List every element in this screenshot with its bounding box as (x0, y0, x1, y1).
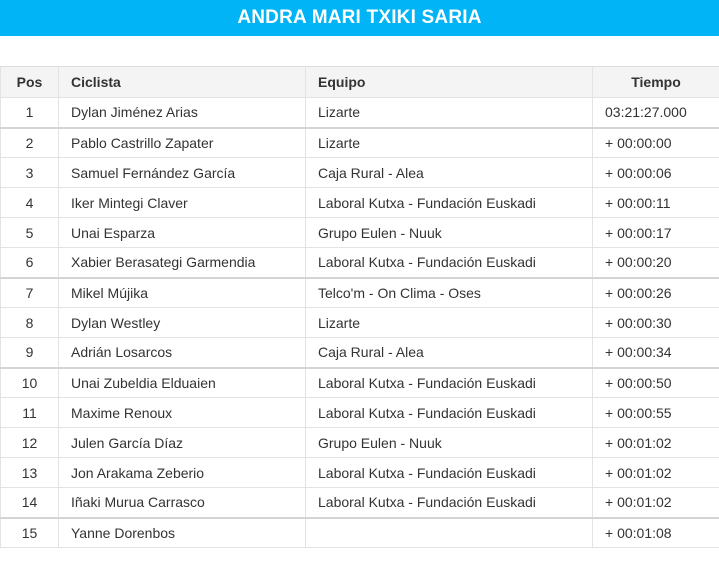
cell-team: Laboral Kutxa - Fundación Euskadi (306, 368, 593, 398)
cell-pos: 10 (1, 368, 59, 398)
cell-time: + 00:01:02 (593, 488, 719, 518)
cell-rider: Samuel Fernández García (59, 158, 306, 188)
table-row (1, 158, 719, 188)
results-table (0, 66, 719, 548)
table-row (1, 398, 719, 428)
cell-time: + 00:00:11 (593, 188, 719, 218)
cell-team: Grupo Eulen - Nuuk (306, 218, 593, 248)
cell-pos: 2 (1, 128, 59, 158)
cell-team: Laboral Kutxa - Fundación Euskadi (306, 488, 593, 518)
table-row (1, 218, 719, 248)
cell-team: Grupo Eulen - Nuuk (306, 428, 593, 458)
cell-time: + 00:00:26 (593, 278, 719, 308)
cell-pos: 9 (1, 338, 59, 368)
table-row (1, 458, 719, 488)
column-header-pos: Pos (1, 67, 59, 98)
cell-rider: Dylan Jiménez Arias (59, 98, 306, 128)
cell-rider: Mikel Mújika (59, 278, 306, 308)
cell-pos: 14 (1, 488, 59, 518)
page-title: ANDRA MARI TXIKI SARIA (0, 0, 719, 36)
cell-time: + 00:01:02 (593, 428, 719, 458)
table-row (1, 368, 719, 398)
column-header-team: Equipo (306, 67, 593, 98)
cell-rider: Adrián Losarcos (59, 338, 306, 368)
cell-rider: Maxime Renoux (59, 398, 306, 428)
table-row (1, 518, 719, 548)
cell-rider: Julen García Díaz (59, 428, 306, 458)
cell-team: Laboral Kutxa - Fundación Euskadi (306, 188, 593, 218)
spacer (0, 36, 719, 66)
table-row (1, 428, 719, 458)
table-row (1, 248, 719, 278)
table-body (1, 98, 719, 548)
cell-pos: 7 (1, 278, 59, 308)
cell-time: + 00:01:02 (593, 458, 719, 488)
cell-pos: 11 (1, 398, 59, 428)
cell-rider: Unai Esparza (59, 218, 306, 248)
cell-rider: Yanne Dorenbos (59, 518, 306, 548)
header-row (1, 67, 719, 98)
cell-time: + 00:00:55 (593, 398, 719, 428)
cell-time: + 00:00:30 (593, 308, 719, 338)
cell-rider: Jon Arakama Zeberio (59, 458, 306, 488)
cell-time: + 00:00:34 (593, 338, 719, 368)
cell-time: + 00:00:50 (593, 368, 719, 398)
cell-pos: 15 (1, 518, 59, 548)
column-header-rider: Ciclista (59, 67, 306, 98)
cell-team (306, 518, 593, 548)
cell-team: Caja Rural - Alea (306, 338, 593, 368)
table-header (1, 67, 719, 98)
cell-pos: 12 (1, 428, 59, 458)
table-row (1, 98, 719, 128)
cell-team: Lizarte (306, 128, 593, 158)
cell-pos: 8 (1, 308, 59, 338)
cell-rider: Pablo Castrillo Zapater (59, 128, 306, 158)
cell-team: Caja Rural - Alea (306, 158, 593, 188)
cell-rider: Unai Zubeldia Elduaien (59, 368, 306, 398)
column-header-time: Tiempo (593, 67, 719, 98)
table-row (1, 188, 719, 218)
cell-rider: Iker Mintegi Claver (59, 188, 306, 218)
cell-team: Laboral Kutxa - Fundación Euskadi (306, 398, 593, 428)
cell-time: + 00:01:08 (593, 518, 719, 548)
cell-pos: 6 (1, 248, 59, 278)
cell-pos: 13 (1, 458, 59, 488)
table-row (1, 338, 719, 368)
cell-rider: Dylan Westley (59, 308, 306, 338)
cell-pos: 1 (1, 98, 59, 128)
table-row (1, 278, 719, 308)
table-row (1, 128, 719, 158)
cell-time: 03:21:27.000 (593, 98, 719, 128)
table-row (1, 308, 719, 338)
cell-pos: 3 (1, 158, 59, 188)
cell-team: Laboral Kutxa - Fundación Euskadi (306, 248, 593, 278)
cell-team: Lizarte (306, 98, 593, 128)
cell-time: + 00:00:20 (593, 248, 719, 278)
cell-team: Laboral Kutxa - Fundación Euskadi (306, 458, 593, 488)
cell-time: + 00:00:17 (593, 218, 719, 248)
table-row (1, 488, 719, 518)
cell-time: + 00:00:06 (593, 158, 719, 188)
cell-rider: Iñaki Murua Carrasco (59, 488, 306, 518)
cell-team: Lizarte (306, 308, 593, 338)
cell-rider: Xabier Berasategi Garmendia (59, 248, 306, 278)
cell-pos: 4 (1, 188, 59, 218)
cell-team: Telco'm - On Clima - Oses (306, 278, 593, 308)
cell-time: + 00:00:00 (593, 128, 719, 158)
cell-pos: 5 (1, 218, 59, 248)
